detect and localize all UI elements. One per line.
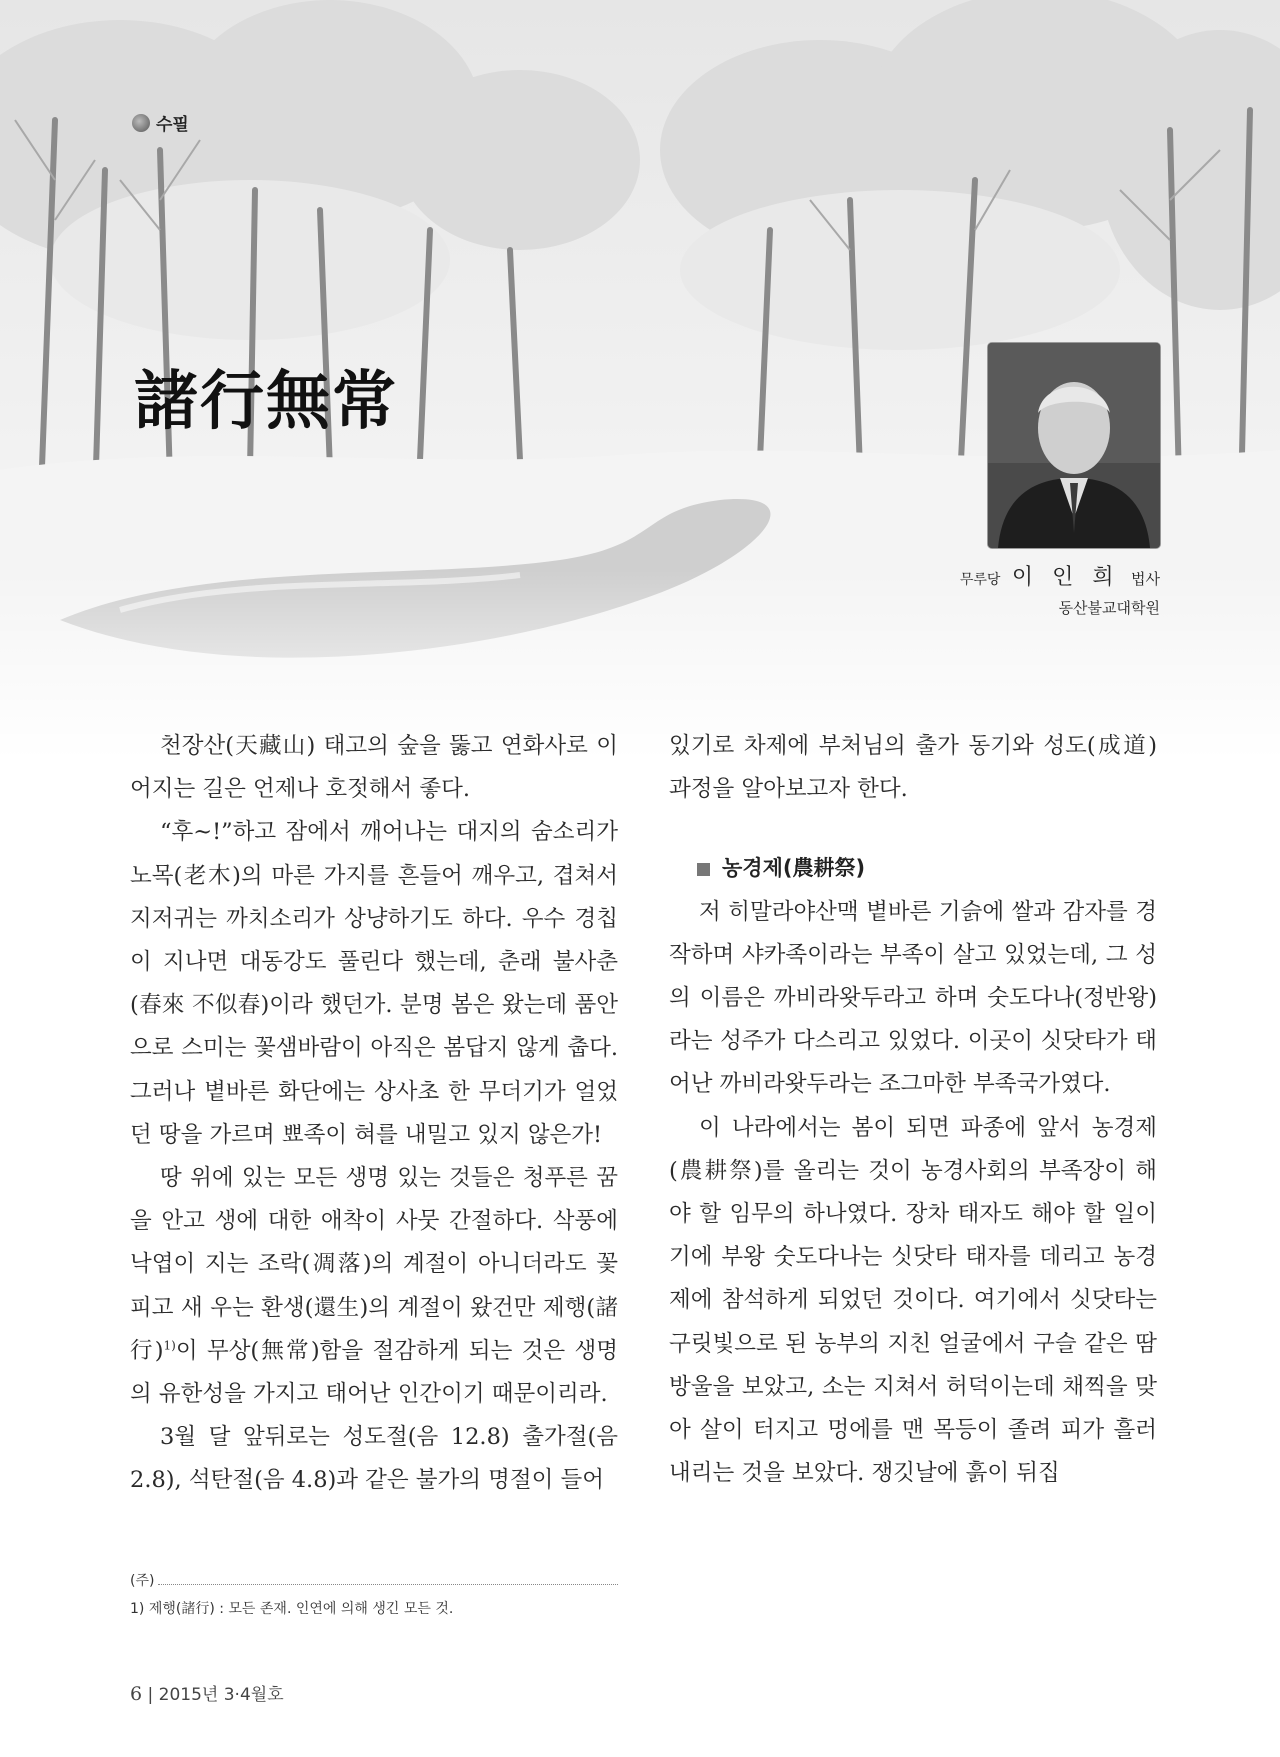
author-photo — [988, 343, 1160, 548]
left-column — [130, 725, 618, 1503]
page-number: 6 — [130, 1683, 143, 1705]
paragraph: 땅 위에 있는 모든 생명 있는 것들은 청푸른 꿈을 안고 생에 대한 애착이 사뭇 간절하다. 삭풍에 낙엽이 지는 조락(凋落)의 계절이 아니더라도 꽃 피고 새 우는 환생(還生)의 계절이 왔건만 제행(諸行)$^{1)}$이 무상(無常)함을 절감하게 되는 것은 생명의 유한성을 가지고 태어난 인간이기 때문이리라. — [130, 1165, 619, 1408]
paragraph: 3월 달 앞뒤로는 성도절(음 12.8) 출가절(음 2.8), 석탄절(음 4.8)과 같은 불가의 명절이 들어 — [130, 1424, 618, 1494]
author-byline — [960, 560, 1160, 618]
subheading-text: 농경제(農耕祭) — [722, 856, 866, 881]
footnote-label: (주) — [130, 1573, 155, 1589]
footnote-text: 1) 제행(諸行) : 모든 존재. 인연에 의해 생긴 모든 것. — [130, 1601, 454, 1617]
square-bullet-icon — [697, 863, 710, 876]
section-label — [132, 110, 189, 135]
footnote-divider — [158, 1584, 618, 1585]
portrait-image — [988, 343, 1160, 548]
paragraph: 있기로 차제에 부처님의 출가 동기와 성도(成道) 과정을 알아보고자 한다. — [669, 733, 1157, 803]
paragraph: 천장산(天藏山) 태고의 숲을 뚫고 연화사로 이어지는 길은 언제나 호젓해서 좋다. — [130, 733, 618, 803]
issue-label: 2015년 3·4월호 — [158, 1685, 284, 1705]
bullet-circle-icon — [132, 114, 150, 132]
author-title: 법사 — [1131, 570, 1160, 588]
author-name: 이 인 희 — [1011, 565, 1120, 590]
footnote-ref: 1) — [163, 1338, 176, 1353]
author-pen-name: 무루당 — [959, 572, 1001, 588]
page-footer — [130, 1680, 284, 1705]
footnote — [130, 1570, 618, 1618]
subheading — [669, 847, 1157, 890]
paragraph: “후~!”하고 잠에서 깨어나는 대지의 숨소리가 노목(老木)의 마른 가지를 흔들어 깨우고, 겹쳐서 지저귀는 까치소리가 상냥하기도 하다. 우수 경칩이 지나면 대동강도 풀린다 했는데, 춘래 불사춘(春來 不似春)이라 했던가. 분명 봄은 왔는데 품안으로 스미는 꽃샘바람이 아직은 봄답지 않게 춥다. 그러나 볕바른 화단에는 상사초 한 무더기가 얼었던 땅을 가르며 뾰족이 혀를 내밀고 있지 않은가! — [130, 819, 618, 1148]
right-column — [669, 725, 1157, 1495]
section-label-text: 수필 — [156, 115, 189, 135]
author-affiliation: 동산불교대학원 — [1058, 599, 1160, 617]
paragraph: 이 나라에서는 봄이 되면 파종에 앞서 농경제(農耕祭)를 올리는 것이 농경사회의 부족장이 해야 할 임무의 하나였다. 장차 태자도 해야 할 일이기에 부왕 숫도다나는 싯닷타 태자를 데리고 농경제에 참석하게 되었던 것이다. 여기에서 싯닷타는 구릿빛으로 된 농부의 지친 얼굴에서 구슬 같은 땀방울을 보았고, 소는 지쳐서 허덕이는데 채찍을 맞아 살이 터지고 멍에를 맨 목등이 졸려 피가 흘러내리는 것을 보았다. 쟁깃날에 흙이 뒤집 — [669, 1114, 1157, 1487]
article-title: 諸行無常 — [134, 364, 398, 439]
footer-separator: | — [147, 1685, 159, 1705]
paragraph: 저 히말라야산맥 볕바른 기슭에 쌀과 감자를 경작하며 샤카족이라는 부족이 살고 있었는데, 그 성의 이름은 까비라왓두라고 하며 숫도다나(정반왕)라는 성주가 다스리고 있었다. 이곳이 싯닷타가 태어난 까비라왓두라는 조그마한 부족국가였다. — [669, 898, 1157, 1098]
